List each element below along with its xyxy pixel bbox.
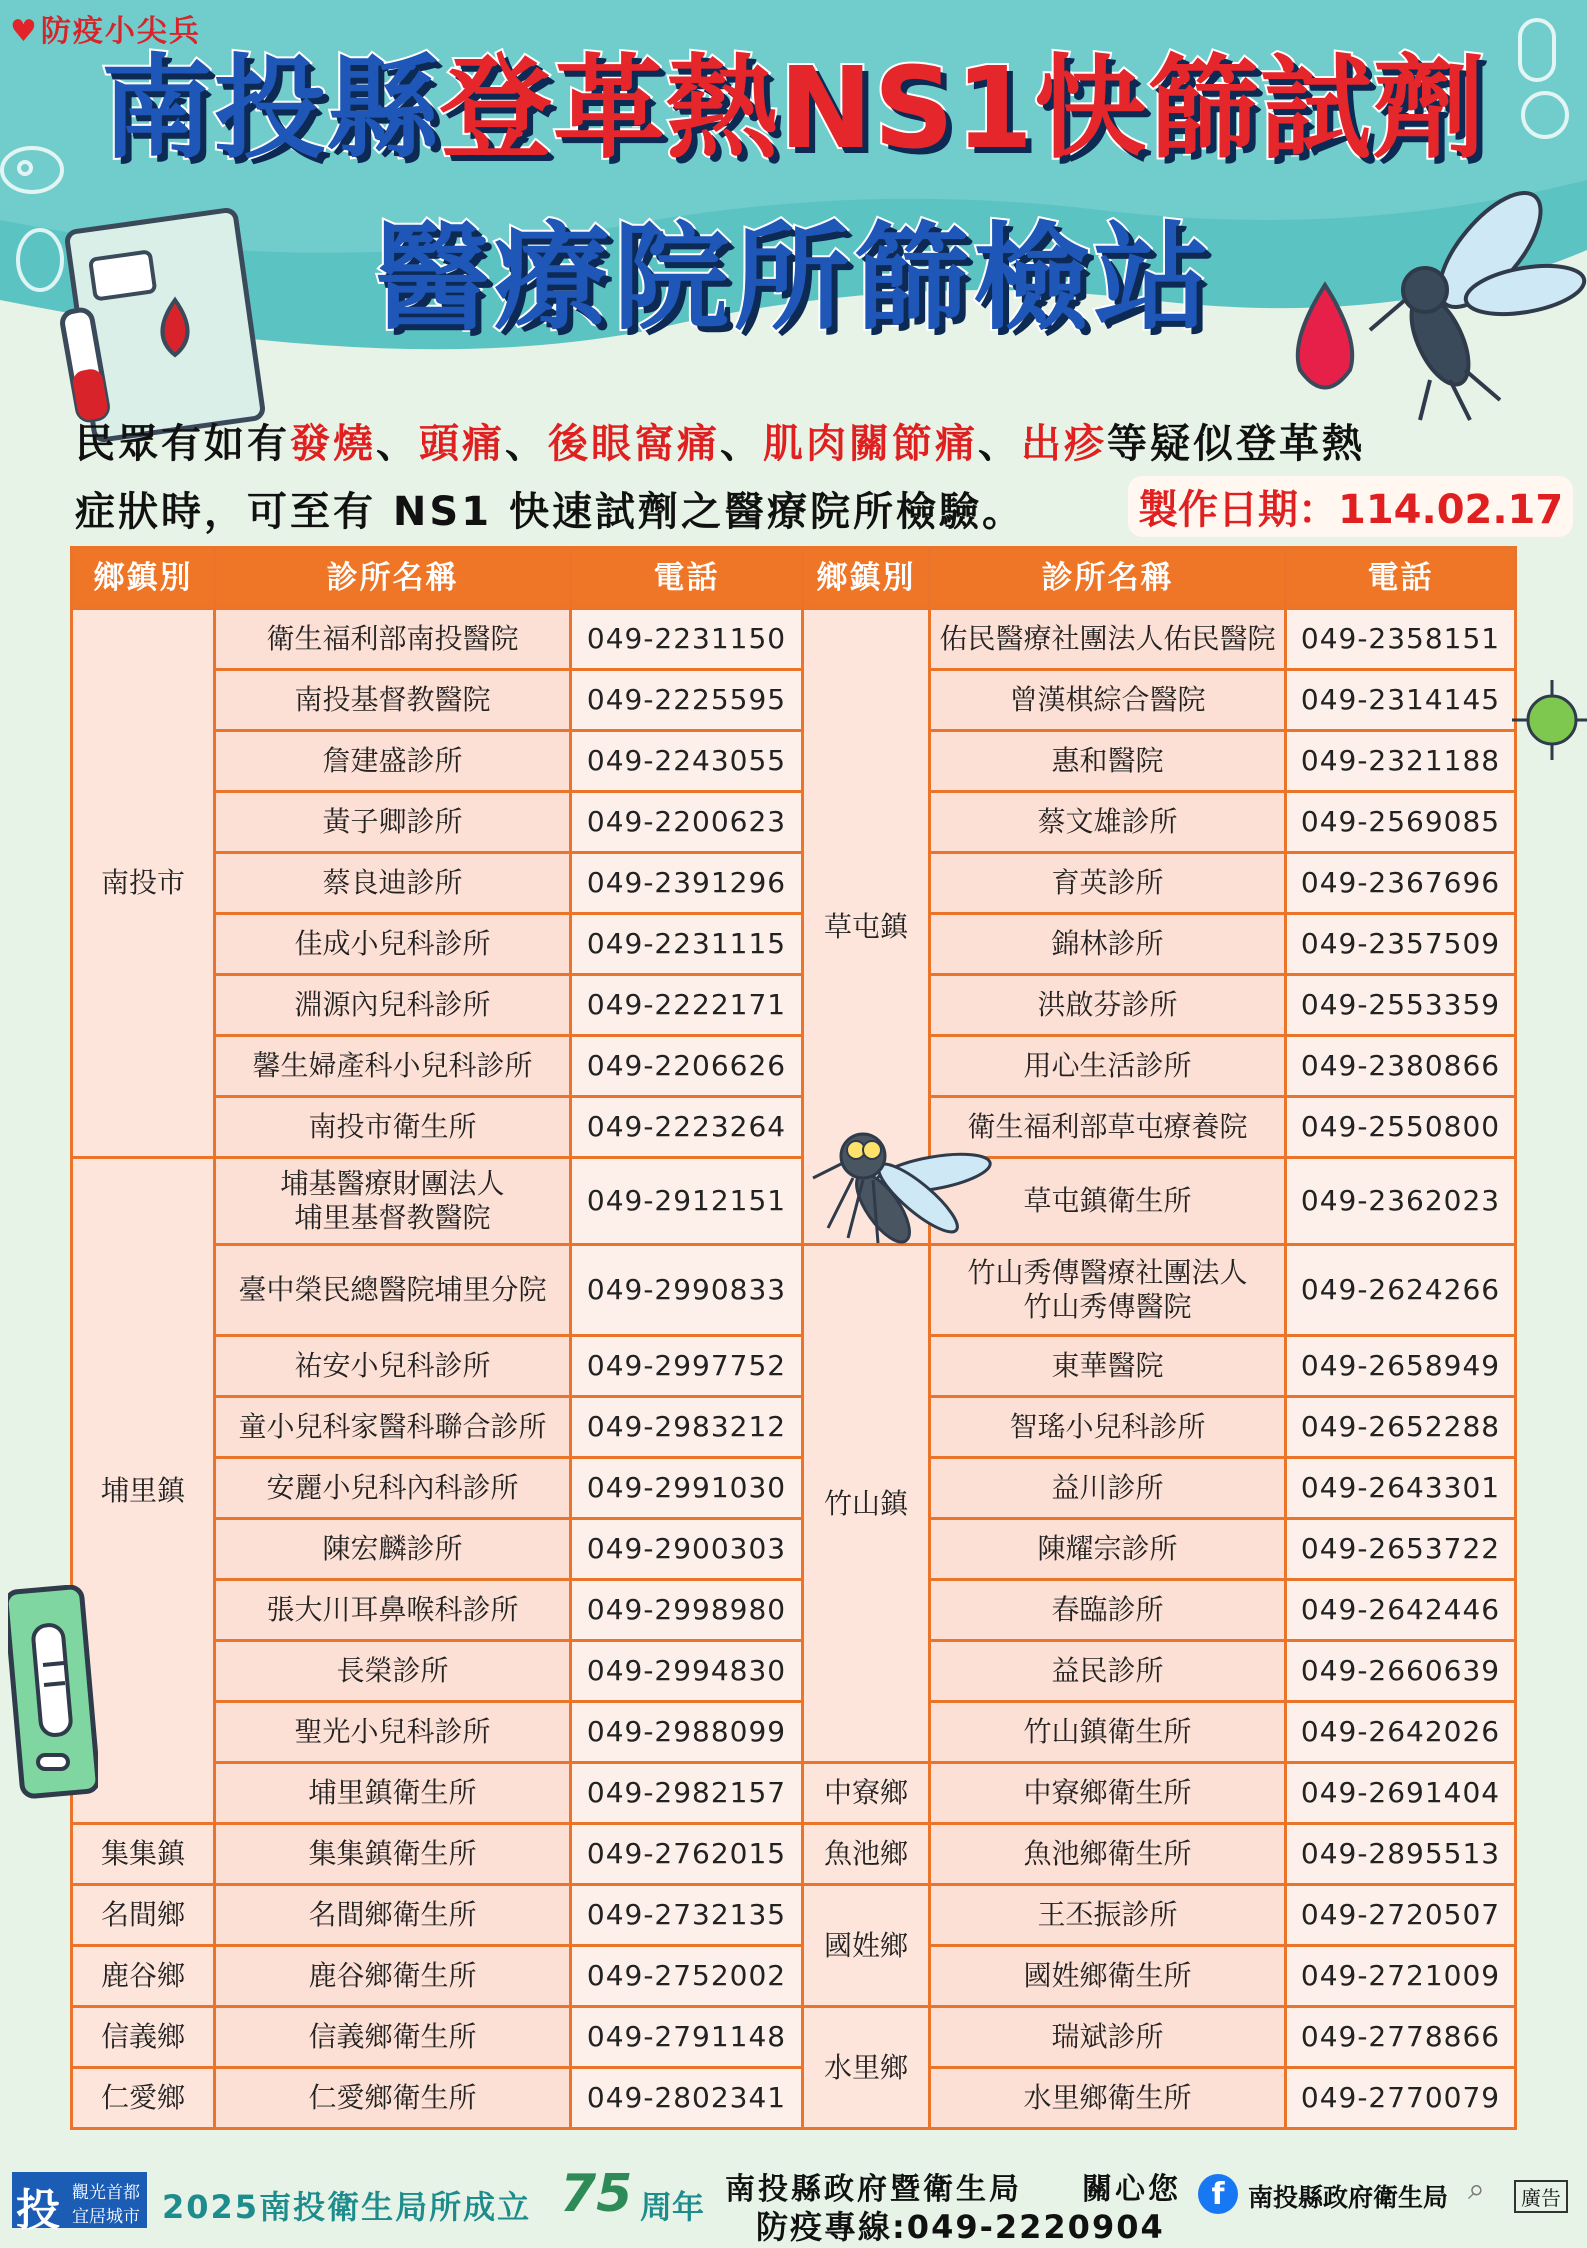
town-cell: 國姓鄉 <box>803 1885 930 2007</box>
clinic-name-cell: 南投市衛生所 <box>215 1097 571 1158</box>
rapid-test-icon <box>8 1585 98 1800</box>
town-cell: 南投市 <box>72 609 215 1158</box>
clinic-name-cell: 陳宏麟診所 <box>215 1519 571 1580</box>
facebook-icon[interactable]: f <box>1198 2174 1238 2214</box>
city-logo: 投 觀光首都 宜居城市 <box>12 2172 147 2228</box>
clinic-name-cell: 埔里鎮衛生所 <box>215 1763 571 1824</box>
clinic-name-cell: 淵源內兒科診所 <box>215 975 571 1036</box>
table-row <box>72 1641 1516 1702</box>
phone-cell: 049-2223264 <box>571 1097 803 1158</box>
clinic-name-cell: 蔡良迪診所 <box>215 853 571 914</box>
phone-cell: 049-2642446 <box>1286 1580 1516 1641</box>
phone-cell: 049-2362023 <box>1286 1158 1516 1245</box>
clinic-name-cell: 安麗小兒科內科診所 <box>215 1458 571 1519</box>
clinic-name-cell: 智瑤小兒科診所 <box>930 1397 1286 1458</box>
table-row <box>72 1245 1516 1336</box>
phone-cell: 049-2660639 <box>1286 1641 1516 1702</box>
clinic-name-cell: 張大川耳鼻喉科診所 <box>215 1580 571 1641</box>
town-cell: 信義鄉 <box>72 2007 215 2068</box>
header-clinic: 診所名稱 <box>930 548 1286 609</box>
government-name: 南投縣政府暨衛生局 <box>725 2172 1022 2207</box>
phone-cell: 049-2643301 <box>1286 1458 1516 1519</box>
town-cell: 集集鎮 <box>72 1824 215 1885</box>
table-row <box>72 2068 1516 2129</box>
table-row <box>72 1397 1516 1458</box>
phone-cell: 049-2991030 <box>571 1458 803 1519</box>
table-row <box>72 1763 1516 1824</box>
table-row <box>72 2007 1516 2068</box>
search-icon[interactable]: ⌕ <box>1468 2172 1485 2207</box>
header-clinic: 診所名稱 <box>215 548 571 609</box>
clinic-table <box>70 546 1517 2130</box>
phone-cell: 049-2732135 <box>571 1885 803 1946</box>
table-row <box>72 1336 1516 1397</box>
clinic-name-cell: 黃子卿診所 <box>215 792 571 853</box>
clinic-name-cell: 竹山秀傳醫療社團法人 竹山秀傳醫院 <box>930 1245 1286 1336</box>
clinic-name-cell: 瑞斌診所 <box>930 2007 1286 2068</box>
clinic-name-cell: 東華醫院 <box>930 1336 1286 1397</box>
phone-cell: 049-2225595 <box>571 670 803 731</box>
clinic-name-cell: 王丕振診所 <box>930 1885 1286 1946</box>
phone-cell: 049-2720507 <box>1286 1885 1516 1946</box>
table-row <box>72 853 1516 914</box>
phone-cell: 049-2231115 <box>571 914 803 975</box>
phone-cell: 049-2982157 <box>571 1763 803 1824</box>
clinic-name-cell: 南投基督教醫院 <box>215 670 571 731</box>
clinic-name-cell: 衛生福利部草屯療養院 <box>930 1097 1286 1158</box>
header-town: 鄉鎮別 <box>803 548 930 609</box>
clinic-name-cell: 錦林診所 <box>930 914 1286 975</box>
phone-cell: 049-2642026 <box>1286 1702 1516 1763</box>
clinic-name-cell: 名間鄉衛生所 <box>215 1885 571 1946</box>
phone-cell: 049-2997752 <box>571 1336 803 1397</box>
table-row <box>72 670 1516 731</box>
clinic-name-cell: 益川診所 <box>930 1458 1286 1519</box>
clinic-name-cell: 馨生婦產科小兒科診所 <box>215 1036 571 1097</box>
town-cell: 中寮鄉 <box>803 1763 930 1824</box>
town-cell: 名間鄉 <box>72 1885 215 1946</box>
table-row <box>72 1946 1516 2007</box>
phone-cell: 049-2321188 <box>1286 731 1516 792</box>
ad-label: 廣告 <box>1514 2180 1568 2213</box>
phone-cell: 049-2658949 <box>1286 1336 1516 1397</box>
clinic-name-cell: 信義鄉衛生所 <box>215 2007 571 2068</box>
header-town: 鄉鎮別 <box>72 548 215 609</box>
clinic-name-cell: 益民診所 <box>930 1641 1286 1702</box>
phone-cell: 049-2231150 <box>571 609 803 670</box>
phone-cell: 049-2357509 <box>1286 914 1516 975</box>
clinic-name-cell: 祐安小兒科診所 <box>215 1336 571 1397</box>
brand-badge: ♥防疫小尖兵 <box>10 14 201 49</box>
table-header-row <box>72 548 1516 609</box>
phone-cell: 049-2380866 <box>1286 1036 1516 1097</box>
clinic-name-cell: 用心生活診所 <box>930 1036 1286 1097</box>
clinic-name-cell: 詹建盛診所 <box>215 731 571 792</box>
phone-cell: 049-2314145 <box>1286 670 1516 731</box>
town-cell: 埔里鎮 <box>72 1158 215 1824</box>
clinic-name-cell: 聖光小兒科診所 <box>215 1702 571 1763</box>
phone-cell: 049-2200623 <box>571 792 803 853</box>
table-row <box>72 1885 1516 1946</box>
table-row <box>72 609 1516 670</box>
phone-cell: 049-2791148 <box>571 2007 803 2068</box>
town-cell: 仁愛鄉 <box>72 2068 215 2129</box>
table-row <box>72 1519 1516 1580</box>
phone-cell: 049-2895513 <box>1286 1824 1516 1885</box>
clinic-name-cell: 集集鎮衛生所 <box>215 1824 571 1885</box>
phone-cell: 049-2222171 <box>571 975 803 1036</box>
production-date: 製作日期：114.02.17 <box>1128 476 1573 537</box>
phone-cell: 049-2994830 <box>571 1641 803 1702</box>
clinic-name-cell: 陳耀宗診所 <box>930 1519 1286 1580</box>
town-cell: 草屯鎮 <box>803 609 930 1245</box>
clinic-name-cell: 曾漢棋綜合醫院 <box>930 670 1286 731</box>
table-row <box>72 731 1516 792</box>
clinic-name-cell: 水里鄉衛生所 <box>930 2068 1286 2129</box>
clinic-name-cell: 育英診所 <box>930 853 1286 914</box>
mosquito-mascot-icon <box>808 1118 998 1268</box>
clinic-name-cell: 鹿谷鄉衛生所 <box>215 1946 571 2007</box>
heart-icon: ♥ <box>10 14 39 49</box>
clinic-name-cell: 蔡文雄診所 <box>930 792 1286 853</box>
clinic-name-cell: 草屯鎮衛生所 <box>930 1158 1286 1245</box>
town-cell: 水里鄉 <box>803 2007 930 2129</box>
clinic-name-cell: 春臨診所 <box>930 1580 1286 1641</box>
header-phone: 電話 <box>571 548 803 609</box>
table-row <box>72 1702 1516 1763</box>
anniversary-logo: 75 <box>560 2164 633 2224</box>
page-title-line1: 南投縣登革熱NS1快篩試劑 <box>100 44 1487 174</box>
table-row <box>72 1824 1516 1885</box>
table-row <box>72 975 1516 1036</box>
page-title-line2: 醫療院所篩檢站 <box>373 211 1214 346</box>
phone-cell: 049-2653722 <box>1286 1519 1516 1580</box>
phone-cell: 049-2569085 <box>1286 792 1516 853</box>
phone-cell: 049-2770079 <box>1286 2068 1516 2129</box>
clinic-name-cell: 魚池鄉衛生所 <box>930 1824 1286 1885</box>
clinic-name-cell: 長榮診所 <box>215 1641 571 1702</box>
table-row <box>72 792 1516 853</box>
table-row <box>72 1158 1516 1245</box>
clinic-name-cell: 佑民醫療社團法人佑民醫院 <box>930 609 1286 670</box>
footer <box>0 2160 1587 2245</box>
phone-cell: 049-2762015 <box>571 1824 803 1885</box>
phone-cell: 049-2912151 <box>571 1158 803 1245</box>
hotline: 防疫專線:049-2220904 <box>756 2208 1165 2246</box>
facebook-page-name[interactable]: 南投縣政府衛生局 <box>1248 2183 1449 2212</box>
intro-text: 民眾有如有發燒、頭痛、後眼窩痛、肌肉關節痛、出疹等疑似登革熱 症狀時，可至有 NS1 快速試劑之醫療院所檢驗。 <box>75 421 1365 535</box>
phone-cell: 049-2900303 <box>571 1519 803 1580</box>
clinic-name-cell: 惠和醫院 <box>930 731 1286 792</box>
clinic-name-cell: 國姓鄉衛生所 <box>930 1946 1286 2007</box>
phone-cell: 049-2652288 <box>1286 1397 1516 1458</box>
table-row <box>72 914 1516 975</box>
table-row <box>72 1580 1516 1641</box>
table-row <box>72 1097 1516 1158</box>
phone-cell: 049-2988099 <box>571 1702 803 1763</box>
phone-cell: 049-2691404 <box>1286 1763 1516 1824</box>
phone-cell: 049-2391296 <box>571 853 803 914</box>
virus-icon <box>1510 660 1587 790</box>
phone-cell: 049-2802341 <box>571 2068 803 2129</box>
phone-cell: 049-2778866 <box>1286 2007 1516 2068</box>
anniversary-suffix: 周年 <box>640 2188 705 2226</box>
phone-cell: 049-2550800 <box>1286 1097 1516 1158</box>
phone-cell: 049-2983212 <box>571 1397 803 1458</box>
town-cell: 竹山鎮 <box>803 1245 930 1763</box>
clinic-name-cell: 竹山鎮衛生所 <box>930 1702 1286 1763</box>
phone-cell: 049-2206626 <box>571 1036 803 1097</box>
phone-cell: 049-2990833 <box>571 1245 803 1336</box>
phone-cell: 049-2243055 <box>571 731 803 792</box>
table-row <box>72 1036 1516 1097</box>
phone-cell: 049-2358151 <box>1286 609 1516 670</box>
clinic-name-cell: 埔基醫療財團法人 埔里基督教醫院 <box>215 1158 571 1245</box>
care-text: 關心您 <box>1082 2172 1181 2207</box>
town-cell: 鹿谷鄉 <box>72 1946 215 2007</box>
phone-cell: 049-2998980 <box>571 1580 803 1641</box>
phone-cell: 049-2752002 <box>571 1946 803 2007</box>
town-cell: 魚池鄉 <box>803 1824 930 1885</box>
phone-cell: 049-2553359 <box>1286 975 1516 1036</box>
clinic-name-cell: 童小兒科家醫科聯合診所 <box>215 1397 571 1458</box>
anniversary-text: 2025南投衛生局所成立 <box>162 2188 532 2226</box>
phone-cell: 049-2367696 <box>1286 853 1516 914</box>
clinic-name-cell: 洪啟芬診所 <box>930 975 1286 1036</box>
clinic-name-cell: 中寮鄉衛生所 <box>930 1763 1286 1824</box>
clinic-name-cell: 衛生福利部南投醫院 <box>215 609 571 670</box>
clinic-name-cell: 仁愛鄉衛生所 <box>215 2068 571 2129</box>
header-phone: 電話 <box>1286 548 1516 609</box>
phone-cell: 049-2624266 <box>1286 1245 1516 1336</box>
clinic-name-cell: 臺中榮民總醫院埔里分院 <box>215 1245 571 1336</box>
phone-cell: 049-2721009 <box>1286 1946 1516 2007</box>
clinic-name-cell: 佳成小兒科診所 <box>215 914 571 975</box>
table-row <box>72 1458 1516 1519</box>
